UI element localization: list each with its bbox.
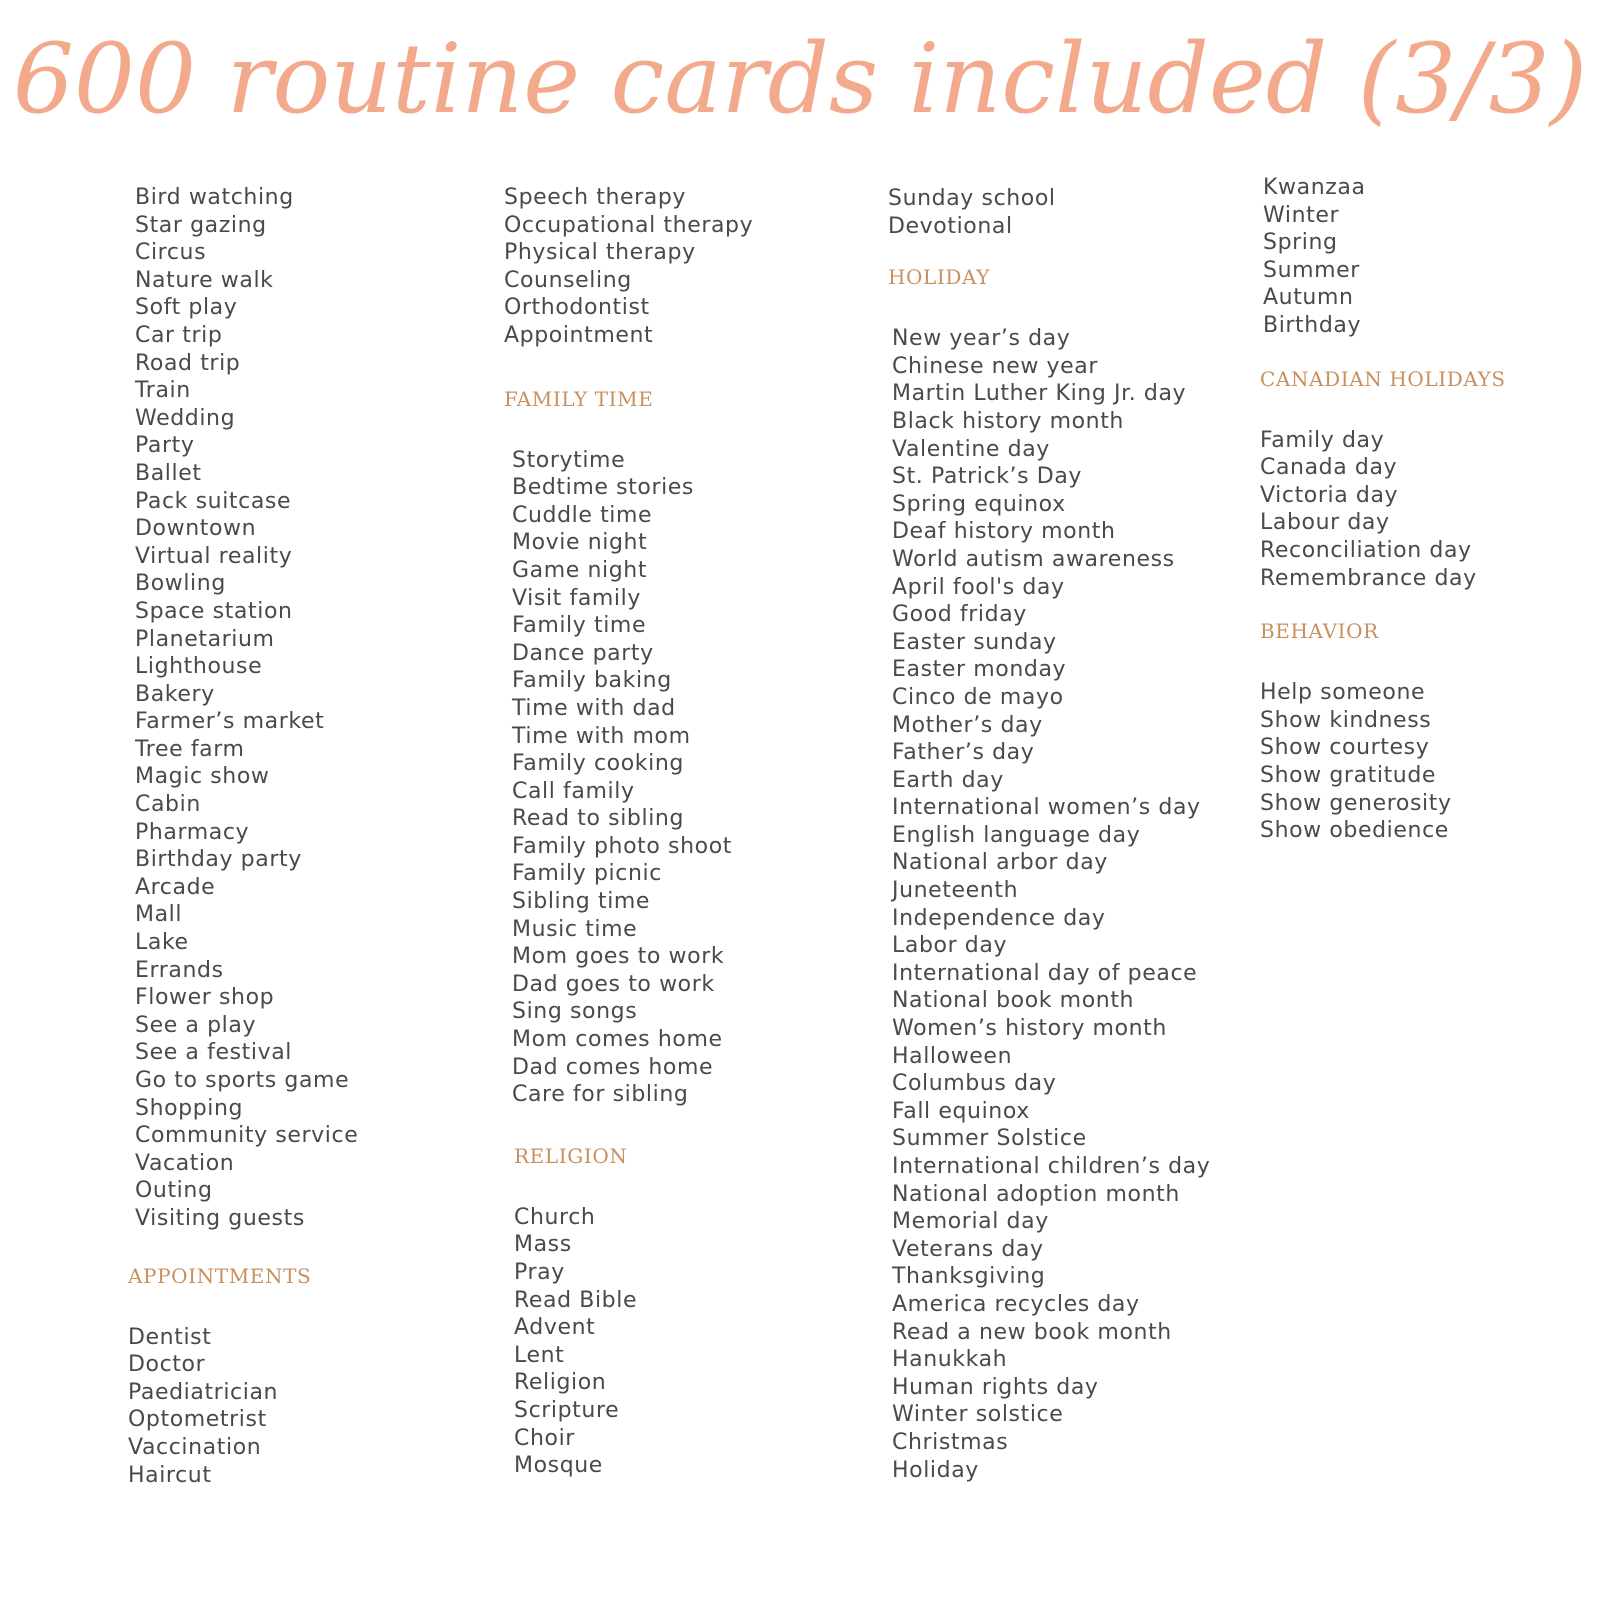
list-item: Good friday	[892, 602, 1027, 628]
list-item: Paediatrician	[128, 1379, 279, 1405]
list-item: Optometrist	[128, 1407, 267, 1433]
list-item: Occupational therapy	[504, 212, 754, 238]
list-item: Soft play	[135, 295, 238, 321]
list-item: Labour day	[1260, 510, 1390, 536]
list-item: Martin Luther King Jr. day	[892, 381, 1187, 407]
list-item: Appointment	[504, 322, 654, 348]
list-group	[504, 184, 884, 350]
list-group	[888, 185, 1268, 240]
list-item: Mass	[514, 1232, 572, 1258]
list-item: Holiday	[892, 1457, 979, 1483]
list-item: Farmer’s market	[135, 709, 325, 735]
list-item: Memorial day	[892, 1209, 1049, 1235]
list-item: Deaf history month	[892, 519, 1116, 545]
list-item: Pray	[514, 1260, 565, 1285]
list-item: Speech therapy	[504, 185, 687, 210]
column-1	[128, 184, 515, 1489]
list-item: Scripture	[514, 1397, 620, 1423]
list-item: Bakery	[135, 681, 215, 707]
list-item: Autumn	[1263, 285, 1354, 311]
list-item: Winter solstice	[892, 1402, 1064, 1428]
list-item: Vacation	[135, 1150, 235, 1176]
list-item: Read Bible	[514, 1287, 638, 1313]
list-item: Family photo shoot	[512, 833, 732, 859]
list-item: Show obedience	[1260, 818, 1449, 844]
list-item: Tree farm	[135, 736, 245, 762]
list-item: Choir	[514, 1425, 575, 1451]
list-item: Nature walk	[135, 267, 274, 293]
list-item: World autism awareness	[892, 546, 1175, 572]
list-item: Cuddle time	[512, 502, 653, 528]
list-item: Show kindness	[1260, 707, 1432, 733]
list-item: Circus	[135, 240, 207, 266]
list-item: Movie night	[512, 530, 648, 556]
list-item: Music time	[512, 916, 638, 942]
list-group	[1263, 174, 1600, 340]
list-item: Women’s history month	[892, 1016, 1167, 1042]
list-item: Pack suitcase	[135, 488, 292, 514]
list-item: Reconciliation day	[1260, 537, 1472, 563]
list-item: Fall equinox	[892, 1098, 1030, 1124]
list-item: Planetarium	[135, 626, 275, 652]
list-item: Mall	[135, 902, 183, 928]
list-item: Earth day	[892, 767, 1004, 793]
list-item: Party	[135, 433, 195, 459]
list-item: Veterans day	[892, 1236, 1044, 1262]
list-item: Orthodontist	[504, 295, 650, 321]
list-group	[1260, 618, 1600, 845]
list-item: Birthday	[1263, 312, 1362, 338]
list-item: See a play	[135, 1012, 257, 1038]
list-item: Spring	[1263, 230, 1338, 256]
list-item: Arcade	[135, 874, 216, 900]
list-item: See a festival	[135, 1040, 292, 1066]
list-item: Dad goes to work	[512, 971, 715, 997]
card-list	[128, 1324, 515, 1490]
list-item: Game night	[512, 557, 648, 583]
card-list	[135, 184, 515, 1233]
list-item: International day of peace	[892, 960, 1198, 986]
list-item: Hanukkah	[892, 1347, 1008, 1373]
list-item: Show gratitude	[1260, 762, 1437, 788]
list-item: Bird watching	[135, 185, 294, 210]
list-item: Read to sibling	[512, 806, 685, 832]
card-list	[888, 185, 1268, 240]
column-3	[888, 185, 1268, 1484]
list-item: Counseling	[504, 267, 632, 293]
list-item: Car trip	[135, 322, 223, 348]
list-item: Mosque	[514, 1453, 603, 1479]
list-item: Summer Solstice	[892, 1126, 1087, 1152]
list-item: Shopping	[135, 1095, 244, 1121]
list-item: Dance party	[512, 640, 654, 666]
list-item: Lake	[135, 930, 189, 956]
list-item: Advent	[514, 1315, 596, 1341]
column-4	[1260, 174, 1600, 845]
list-item: Community service	[135, 1123, 359, 1149]
list-item: Care for sibling	[512, 1082, 689, 1108]
list-item: Human rights day	[892, 1374, 1099, 1400]
list-item: Road trip	[135, 350, 241, 376]
list-item: Downtown	[135, 516, 257, 542]
section-heading: FAMILY TIME	[504, 386, 654, 411]
list-item: Bowling	[135, 571, 226, 597]
list-group	[1260, 366, 1600, 593]
list-item: Dentist	[128, 1324, 212, 1350]
list-item: Remembrance day	[1260, 565, 1477, 591]
section-heading: HOLIDAY	[888, 265, 991, 290]
list-item: Wedding	[135, 405, 236, 431]
list-item: Cinco de mayo	[892, 684, 1064, 710]
list-item: Juneteenth	[892, 878, 1019, 904]
card-list	[1260, 679, 1600, 845]
card-list	[514, 1204, 884, 1480]
list-item: Show generosity	[1260, 790, 1452, 816]
list-item: Vaccination	[128, 1434, 262, 1460]
list-item: Time with mom	[512, 723, 691, 749]
list-item: Mom goes to work	[512, 944, 725, 970]
list-item: Sing songs	[512, 999, 638, 1025]
list-item: Sibling time	[512, 889, 651, 915]
list-item: Columbus day	[892, 1071, 1057, 1097]
page-title: 600 routine cards included (3/3)	[12, 23, 1588, 135]
section-heading: BEHAVIOR	[1260, 619, 1379, 644]
card-list	[892, 325, 1268, 1484]
list-item: Physical therapy	[504, 240, 696, 266]
list-item: Lent	[514, 1342, 565, 1368]
list-item: Labor day	[892, 933, 1008, 959]
list-item: Train	[135, 378, 191, 404]
list-item: Show courtesy	[1260, 735, 1430, 761]
list-item: Father’s day	[892, 740, 1035, 766]
list-item: Dad comes home	[512, 1054, 714, 1080]
list-item: Religion	[514, 1370, 607, 1396]
list-item: Mom comes home	[512, 1027, 723, 1053]
list-item: Visit family	[512, 585, 641, 611]
card-list	[1260, 427, 1600, 593]
list-item: Winter	[1263, 202, 1340, 228]
list-item: Pharmacy	[135, 819, 250, 845]
list-group	[888, 264, 1268, 1484]
list-item: Flower shop	[135, 985, 275, 1011]
list-item: Time with dad	[512, 695, 676, 721]
list-item: Storytime	[512, 447, 626, 473]
list-item: Thanksgiving	[892, 1264, 1046, 1290]
card-list	[504, 184, 884, 350]
list-item: Halloween	[892, 1043, 1013, 1069]
list-group	[504, 386, 884, 1109]
list-item: International women’s day	[892, 795, 1201, 821]
list-item: National book month	[892, 988, 1135, 1014]
list-item: Family time	[512, 613, 647, 639]
list-item: Summer	[1263, 257, 1360, 283]
list-group	[135, 184, 515, 1233]
card-list	[1263, 174, 1600, 340]
list-item: Cabin	[135, 792, 201, 818]
list-item: Chinese new year	[892, 353, 1099, 379]
list-item: Virtual reality	[135, 543, 293, 569]
list-item: Family picnic	[512, 861, 662, 887]
list-item: Lighthouse	[135, 654, 263, 680]
section-heading: APPOINTMENTS	[128, 1263, 312, 1288]
list-item: Family day	[1260, 427, 1385, 453]
list-item: Visiting guests	[135, 1205, 305, 1231]
list-item: Help someone	[1260, 680, 1426, 706]
list-item: English language day	[892, 822, 1141, 848]
list-item: Independence day	[892, 905, 1106, 931]
list-item: Read a new book month	[892, 1319, 1172, 1345]
list-item: Magic show	[135, 764, 270, 790]
list-item: Easter sunday	[892, 629, 1057, 655]
list-item: St. Patrick’s Day	[892, 464, 1083, 490]
list-group	[128, 1263, 515, 1490]
list-item: Haircut	[128, 1462, 212, 1488]
column-2	[504, 184, 884, 1480]
list-item: Easter monday	[892, 657, 1067, 683]
list-item: America recycles day	[892, 1291, 1140, 1317]
list-item: Bedtime stories	[512, 475, 694, 501]
card-list	[512, 447, 884, 1109]
list-group	[514, 1143, 884, 1480]
list-item: National adoption month	[892, 1181, 1180, 1207]
list-item: Christmas	[892, 1429, 1009, 1455]
list-item: Kwanzaa	[1263, 175, 1366, 200]
list-item: Family cooking	[512, 751, 684, 777]
list-item: Call family	[512, 778, 635, 804]
list-item: Star gazing	[135, 212, 267, 238]
list-item: Spring equinox	[892, 491, 1066, 517]
list-item: Church	[514, 1204, 596, 1230]
list-item: Victoria day	[1260, 482, 1399, 508]
list-item: Outing	[135, 1178, 213, 1204]
list-item: Family baking	[512, 668, 672, 694]
list-item: Black history month	[892, 408, 1124, 434]
list-item: Doctor	[128, 1352, 206, 1378]
list-item: April fool's day	[892, 574, 1065, 600]
list-item: Go to sports game	[135, 1068, 350, 1093]
list-item: Errands	[135, 957, 224, 983]
list-item: Space station	[135, 598, 293, 624]
list-item: Mother’s day	[892, 712, 1043, 738]
list-item: Sunday school	[888, 186, 1056, 211]
list-item: New year’s day	[892, 326, 1071, 352]
list-item: Ballet	[135, 460, 202, 486]
list-item: Canada day	[1260, 455, 1398, 481]
list-item: Devotional	[888, 213, 1013, 239]
list-item: International children’s day	[892, 1154, 1211, 1179]
list-item: Birthday party	[135, 847, 302, 873]
list-item: National arbor day	[892, 850, 1108, 876]
list-item: Valentine day	[892, 436, 1050, 462]
section-heading: RELIGION	[514, 1143, 628, 1168]
section-heading: CANADIAN HOLIDAYS	[1260, 366, 1506, 391]
